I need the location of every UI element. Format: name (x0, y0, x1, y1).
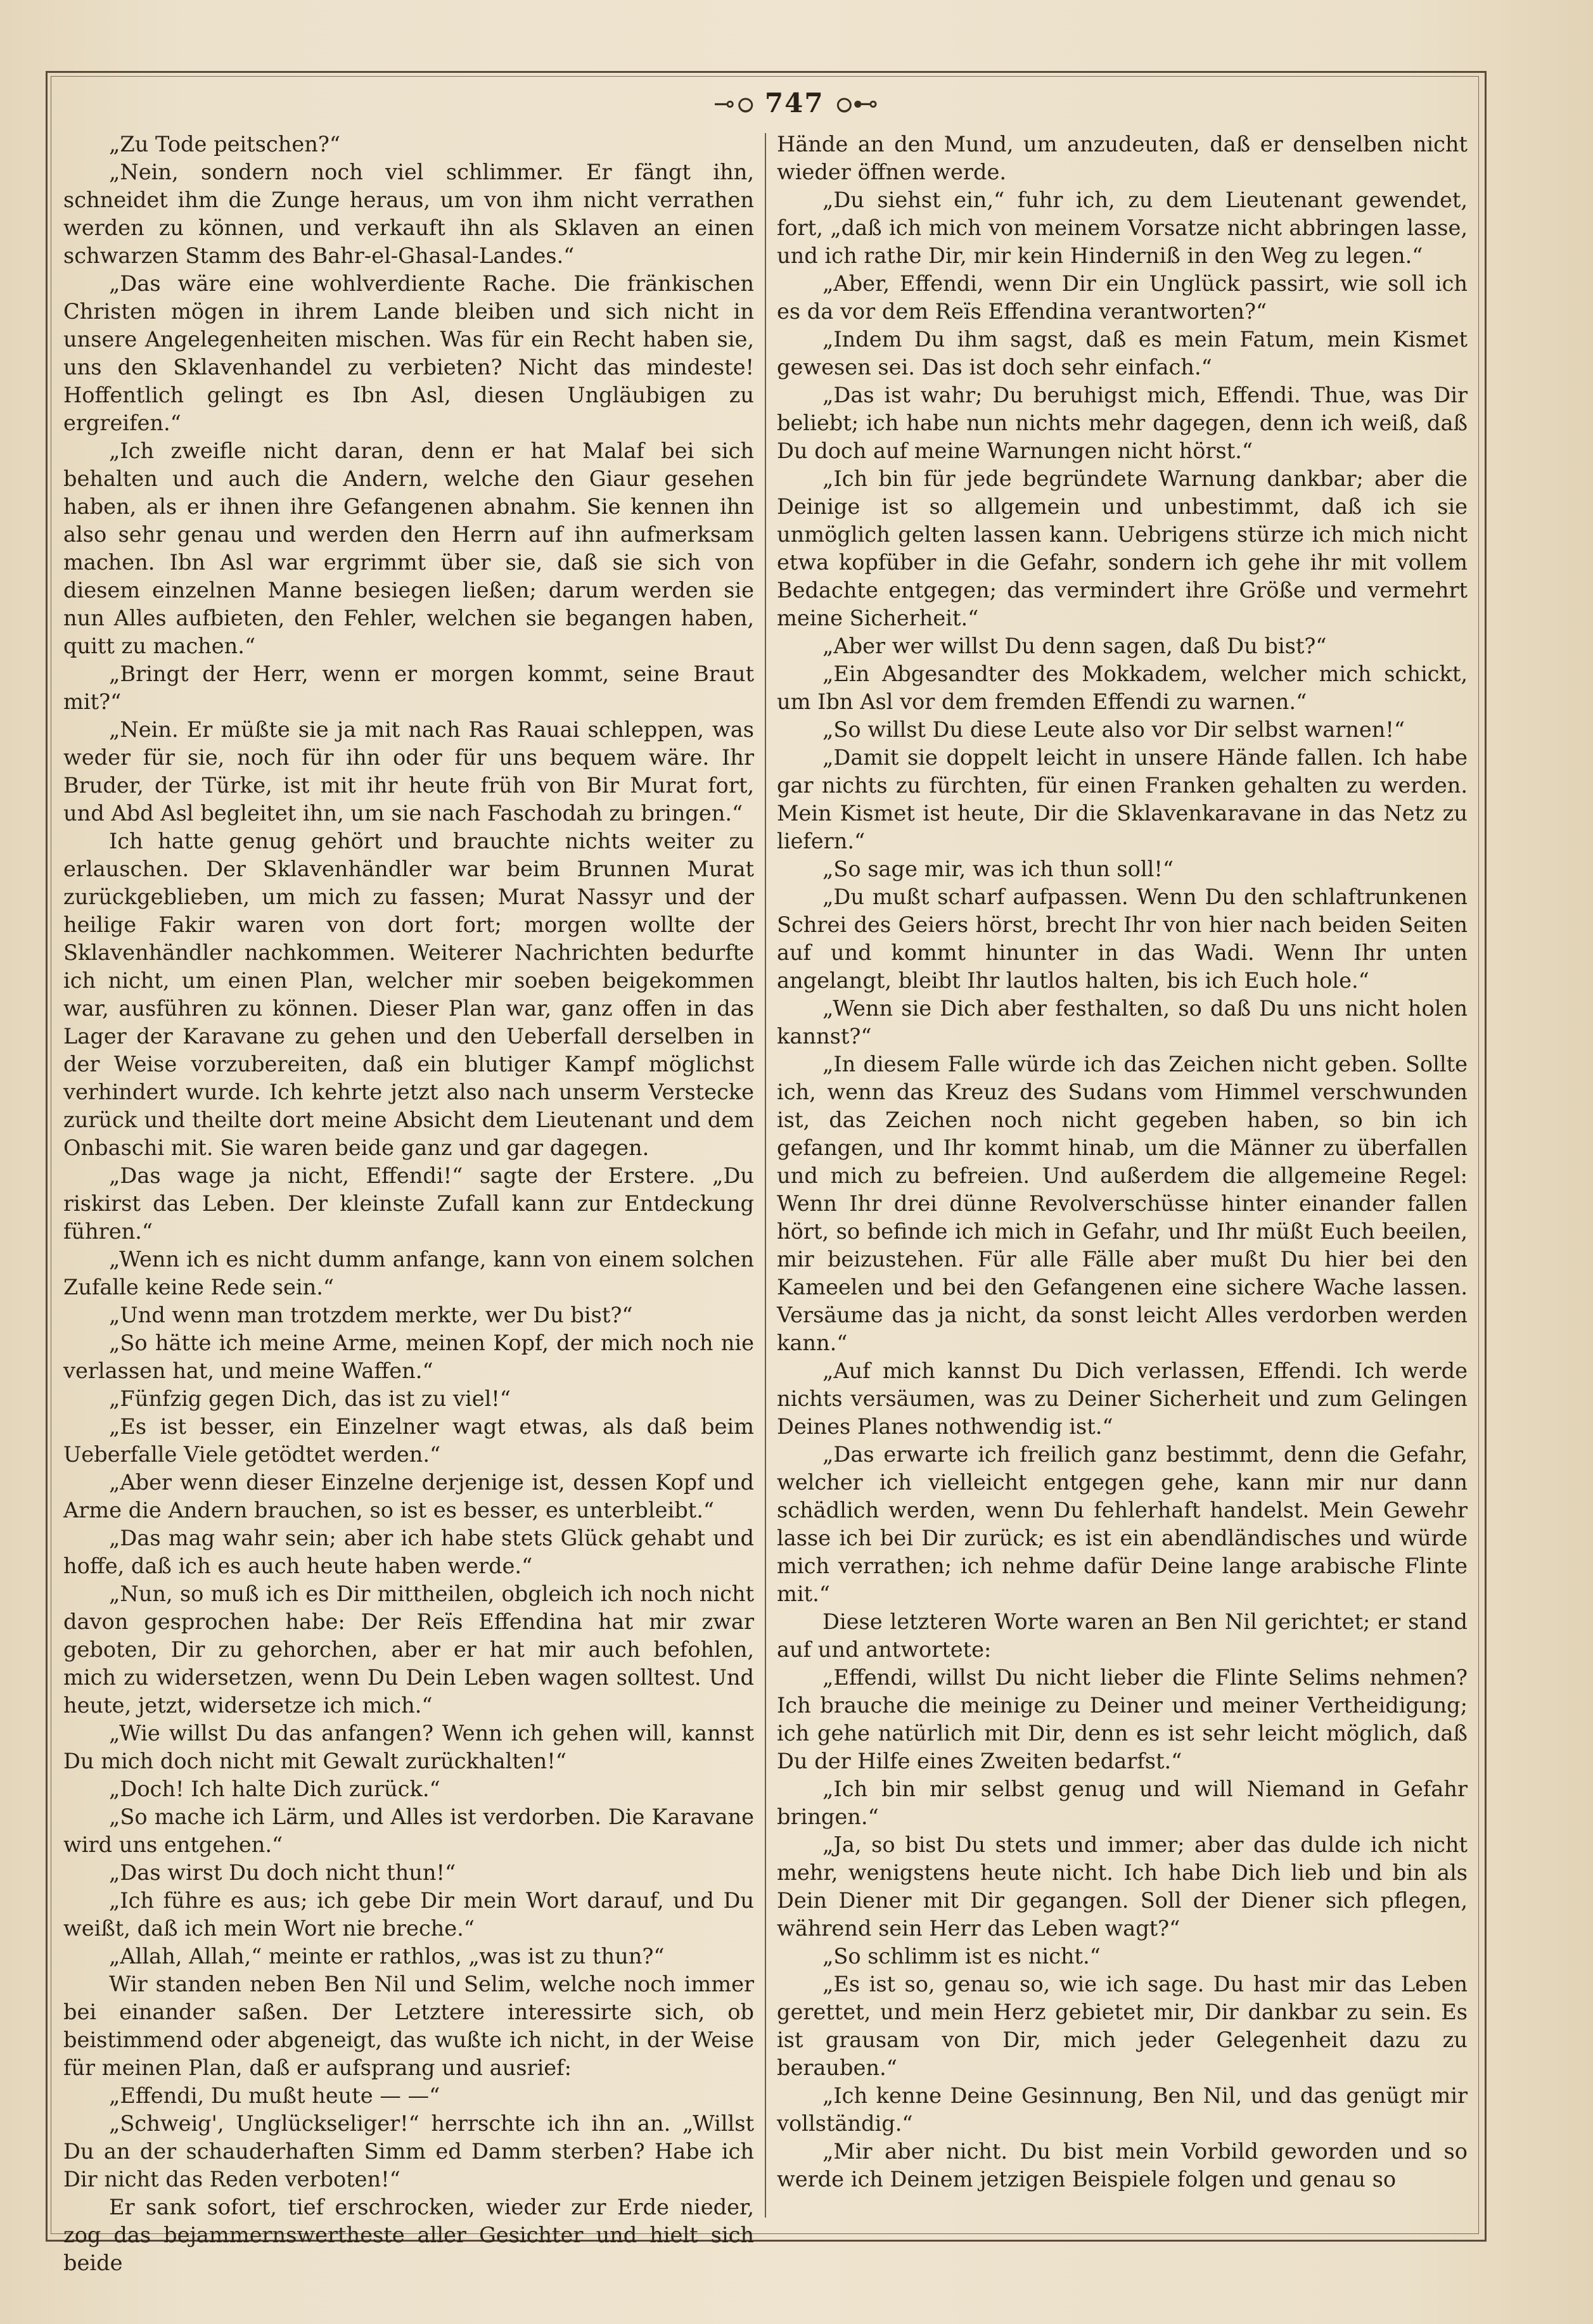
paragraph: Wir standen neben Ben Nil und Selim, welche noch immer bei einander saßen. Der Letztere interessirte sich, ob beistimmend oder abgeneigt, das wußte ich nicht, in der Weise für meinen Plan, daß er aufsprang und ausrief: (63, 1972, 754, 2080)
paragraph: „Du siehst ein,“ fuhr ich, zu dem Lieutenant gewendet, fort, „daß ich mich von meinem Vorsatze nicht abbringen lasse, und ich rathe Dir, mir kein Hinderniß in den Weg zu legen.“ (777, 188, 1468, 268)
paragraph: „Aber, Effendi, wenn Dir ein Unglück passirt, wie soll ich es da vor dem Reïs Effendina verantworten?“ (777, 271, 1468, 324)
paragraph: „Fünfzig gegen Dich, das ist zu viel!“ (109, 1386, 511, 1411)
paragraph: „Du mußt scharf aufpassen. Wenn Du den schlaftrunkenen Schrei des Geiers hörst, brecht Ihr von hier nach beiden Seiten auf und kommt hinunter in das Wadi. Wenn Ihr unten angelangt, bleibt Ihr lautlos halten, bis ich Euch hole.“ (777, 884, 1468, 993)
paragraph: „Nun, so muß ich es Dir mittheilen, obgleich ich noch nicht davon gesprochen habe: Der Reïs Effendina hat mir zwar geboten, Dir zu gehorchen, aber er hat mir auch befohlen, mich zu widersetzen, wenn Du Dein Leben wagen solltest. Und heute, jetzt, widersetze ich mich.“ (63, 1581, 754, 1718)
paragraph: „Das erwarte ich freilich ganz bestimmt, denn die Gefahr, welcher ich vielleicht entgegen gehe, kann mir nur dann schädlich werden, wenn Du fehlerhaft handelst. Mein Gewehr lasse ich bei Dir zurück; es ist ein abendländisches und würde mich verrathen; ich nehme dafür Deine lange arabische Flinte mit.“ (777, 1442, 1468, 1606)
paragraph: „So hätte ich meine Arme, meinen Kopf, der mich noch nie verlassen hat, und meine Waffen.“ (63, 1331, 754, 1383)
paragraph: „Mir aber nicht. Du bist mein Vorbild geworden und so werde ich Deinem jetzigen Beispiele folgen und genau so (777, 2139, 1468, 2192)
paragraph: „Nein. Er müßte sie ja mit nach Ras Rauai schleppen, was weder für sie, noch für ihn oder für uns bequem wäre. Ihr Bruder, der Türke, ist mit ihr heute früh von Bir Murat fort, und Abd Asl begleitet ihn, um sie nach Faschodah zu bringen.“ (63, 717, 754, 826)
paragraph: „Ich bin mir selbst genug und will Niemand in Gefahr bringen.“ (777, 1777, 1468, 1829)
column-divider (765, 133, 766, 2218)
right-column (777, 131, 1468, 2215)
paragraph: „Das wirst Du doch nicht thun!“ (109, 1860, 456, 1885)
paragraph: „Ein Abgesandter des Mokkadem, welcher mich schickt, um Ibn Asl vor dem fremden Effendi zu warnen.“ (777, 661, 1468, 714)
page-header (0, 87, 1593, 118)
paragraph: „Ich kenne Deine Gesinnung, Ben Nil, und das genügt mir vollständig.“ (777, 2083, 1468, 2136)
paragraph: „So willst Du diese Leute also vor Dir selbst warnen!“ (822, 717, 1405, 742)
paragraph: „Ich führe es aus; ich gebe Dir mein Wort darauf, und Du weißt, daß ich mein Wort nie breche.“ (63, 1888, 754, 1941)
paragraph: „Ich zweifle nicht daran, denn er hat Malaf bei sich behalten und auch die Andern, welche den Giaur gesehen haben, als er ihnen ihre Gefangenen abnahm. Sie kennen ihn also sehr genau und werden den Herrn auf ihn aufmerksam machen. Ibn Asl war ergrimmt über sie, daß sie sich von diesem einzelnen Manne besiegen ließen; darum werden sie nun Alles aufbieten, den Fehler, welchen sie begangen haben, quitt zu machen.“ (63, 438, 754, 658)
paragraph: „Wie willst Du das anfangen? Wenn ich gehen will, kannst Du mich doch nicht mit Gewalt zurückhalten!“ (63, 1721, 754, 1773)
paragraph: „Das mag wahr sein; aber ich habe stets Glück gehabt und hoffe, daß ich es auch heute haben werde.“ (63, 1526, 754, 1578)
paragraph: „Doch! Ich halte Dich zurück.“ (109, 1777, 440, 1801)
paragraph: „Das ist wahr; Du beruhigst mich, Effendi. Thue, was Dir beliebt; ich habe nun nichts mehr dagegen, denn ich weiß, daß Du doch auf meine Warnungen nicht hörst.“ (777, 383, 1468, 463)
paragraph: „In diesem Falle würde ich das Zeichen nicht geben. Sollte ich, wenn das Kreuz des Sudans vom Himmel verschwunden ist, das Zeichen noch nicht gegeben haben, so bin ich gefangen, und Ihr kommt hinab, um die Männer zu überfallen und mich zu befreien. Und außerdem die allgemeine Regel: Wenn Ihr drei dünne Revolverschüsse hinter einander fallen hört, so befinde ich mich in Gefahr, und Ihr müßt Euch beeilen, mir beizustehen. Für alle Fälle aber mußt Du hier bei den Kameelen und bei den Gefangenen eine sichere Wache lassen. Versäume das ja nicht, da sonst leicht Alles verdorben werden kann.“ (777, 1052, 1468, 1355)
paragraph: „Das wäre eine wohlverdiente Rache. Die fränkischen Christen mögen in ihrem Lande bleiben und sich nicht in unsere Angelegenheiten mischen. Was für ein Recht haben sie, uns den Sklavenhandel zu verbieten? Nicht das mindeste! Hoffentlich gelingt es Ibn Asl, diesen Ungläubigen zu ergreifen.“ (63, 271, 754, 435)
paragraph: „So schlimm ist es nicht.“ (822, 1944, 1101, 1969)
paragraph: „Effendi, willst Du nicht lieber die Flinte Selims nehmen? Ich brauche die meinige zu Deiner und meiner Vertheidigung; ich gehe natürlich mit Dir, denn es ist sehr leicht möglich, daß Du der Hilfe eines Zweiten bedarfst.“ (777, 1665, 1468, 1773)
paragraph: „Wenn sie Dich aber festhalten, so daß Du uns nicht holen kannst?“ (777, 996, 1468, 1049)
paragraph: „Allah, Allah,“ meinte er rathlos, „was ist zu thun?“ (109, 1944, 665, 1969)
page-number: 747 (764, 87, 824, 118)
paragraph: „Aber wer willst Du denn sagen, daß Du bist?“ (822, 634, 1327, 658)
paragraph: „Und wenn man trotzdem merkte, wer Du bist?“ (109, 1303, 633, 1327)
ornament-left: ⊸ഠ (713, 89, 755, 118)
paragraph: „Ich bin für jede begründete Warnung dankbar; aber die Deinige ist so allgemein und unbestimmt, daß ich sie unmöglich gelten lassen kann. Uebrigens stürze ich mich nicht etwa kopfüber in die Gefahr, sondern ich gehe ihr mit vollem Bedachte entgegen; das vermindert ihre Größe und vermehrt meine Sicherheit.“ (777, 466, 1468, 630)
paragraph: „Es ist besser, ein Einzelner wagt etwas, als daß beim Ueberfalle Viele getödtet werden.“ (63, 1414, 754, 1467)
paragraph: „Zu Tode peitschen?“ (109, 132, 340, 156)
paragraph: Er sank sofort, tief erschrocken, wieder zur Erde nieder, zog das bejammernswertheste aller Gesichter und hielt sich beide (63, 2195, 754, 2275)
paragraph: „Damit sie doppelt leicht in unsere Hände fallen. Ich habe gar nichts zu fürchten, für einen Franken gehalten zu werden. Mein Kismet ist heute, Dir die Sklavenkaravane in das Netz zu liefern.“ (777, 745, 1468, 853)
left-column (63, 131, 754, 2275)
paragraph: Hände an den Mund, um anzudeuten, daß er denselben nicht wieder öffnen werde. (777, 132, 1468, 184)
paragraph: Ich hatte genug gehört und brauchte nichts weiter zu erlauschen. Der Sklavenhändler war beim Brunnen Murat zurückgeblieben, um mich zu fassen; Murat Nassyr und der heilige Fakir waren von dort fort; morgen wollte der Sklavenhändler nachkommen. Weiterer Nachrichten bedurfte ich nicht, um einen Plan, welcher mir soeben beigekommen war, ausführen zu können. Dieser Plan war, ganz offen in das Lager der Karavane zu gehen und den Ueberfall derselben in der Weise vorzubereiten, daß ein blutiger Kampf möglichst verhindert wurde. Ich kehrte jetzt also nach unserm Verstecke zurück und theilte dort meine Absicht dem Lieutenant und dem Onbaschi mit. Sie waren beide ganz und gar dagegen. (63, 829, 754, 1160)
paragraph: „Schweig', Unglückseliger!“ herrschte ich ihn an. „Willst Du an der schauderhaften Simm ed Damm sterben? Habe ich Dir nicht das Reden verboten!“ (63, 2111, 754, 2192)
paragraph: „Indem Du ihm sagst, daß es mein Fatum, mein Kismet gewesen sei. Das ist doch sehr einfach.“ (777, 327, 1468, 380)
paragraph: „Es ist so, genau so, wie ich sage. Du hast mir das Leben gerettet, und mein Herz gebietet mir, Dir dankbar zu sein. Es ist grausam von Dir, mich jeder Gelegenheit dazu zu berauben.“ (777, 1972, 1468, 2080)
paragraph: „Nein, sondern noch viel schlimmer. Er fängt ihn, schneidet ihm die Zunge heraus, um von ihm nicht verrathen werden zu können, und verkauft ihn als Sklaven an einen schwarzen Stamm des Bahr-el-Ghasal-Landes.“ (63, 160, 754, 268)
paragraph: „Effendi, Du mußt heute — —“ (109, 2083, 440, 2108)
paragraph: „So mache ich Lärm, und Alles ist verdorben. Die Karavane wird uns entgehen.“ (63, 1804, 754, 1857)
paragraph: „Bringt der Herr, wenn er morgen kommt, seine Braut mit?“ (63, 661, 754, 714)
paragraph: Diese letzteren Worte waren an Ben Nil gerichtet; er stand auf und antwortete: (777, 1609, 1468, 1662)
paragraph: „Wenn ich es nicht dumm anfange, kann von einem solchen Zufalle keine Rede sein.“ (63, 1247, 754, 1299)
paragraph: „Aber wenn dieser Einzelne derjenige ist, dessen Kopf und Arme die Andern brauchen, so ist es besser, es unterbleibt.“ (63, 1470, 754, 1523)
paragraph: „Das wage ja nicht, Effendi!“ sagte der Erstere. „Du riskirst das Leben. Der kleinste Zufall kann zur Entdeckung führen.“ (63, 1163, 754, 1244)
paragraph: „Auf mich kannst Du Dich verlassen, Effendi. Ich werde nichts versäumen, was zu Deiner Sicherheit und zum Gelingen Deines Planes nothwendig ist.“ (777, 1358, 1468, 1439)
paragraph: „Ja, so bist Du stets und immer; aber das dulde ich nicht mehr, wenigstens heute nicht. Ich habe Dich lieb und bin als Dein Diener mit Dir gegangen. Soll der Diener sich pflegen, während sein Herr das Leben wagt?“ (777, 1832, 1468, 1941)
ornament-right: ഠ⊷ (835, 89, 880, 118)
paragraph: „So sage mir, was ich thun soll!“ (822, 857, 1174, 881)
